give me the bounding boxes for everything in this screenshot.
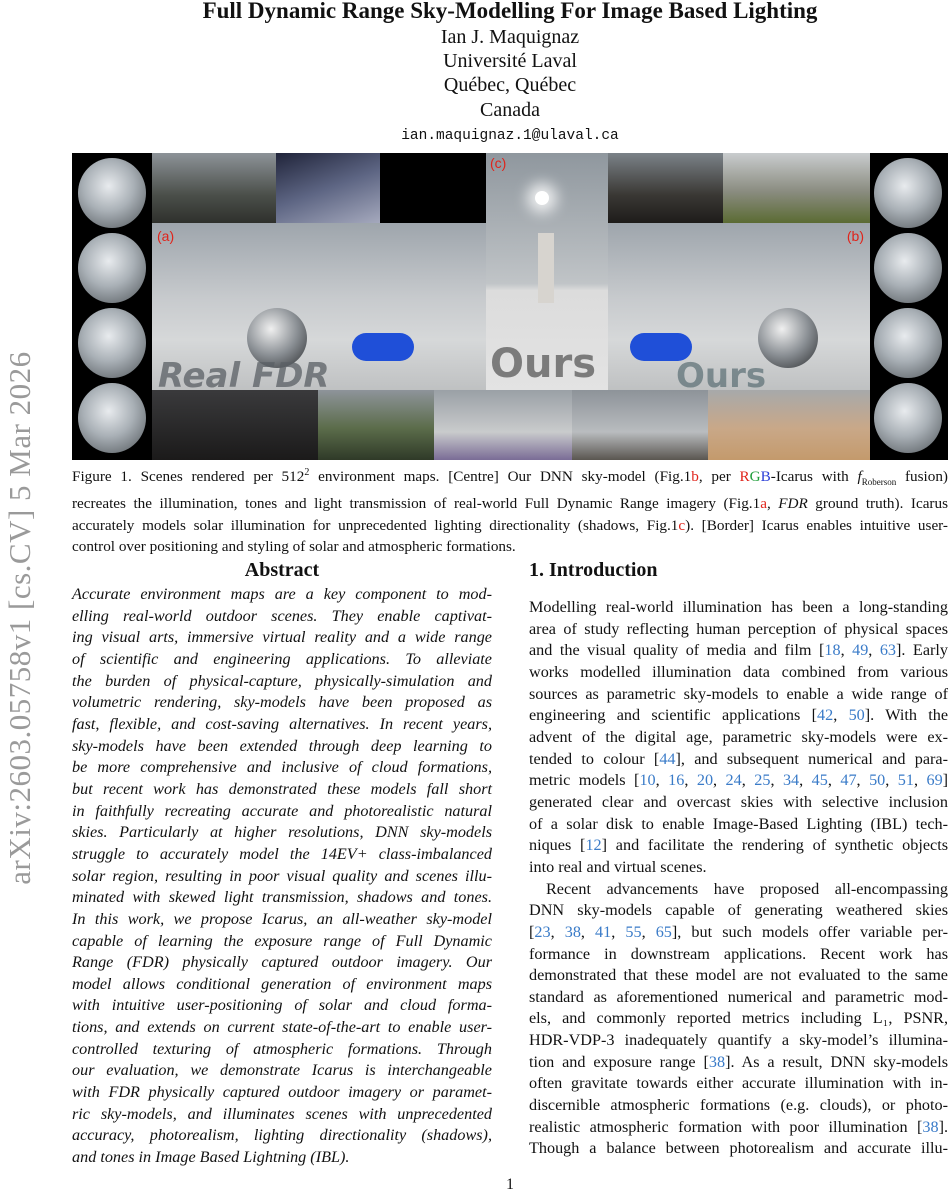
text-line: Recent advancements have proposed all-encompassing: [546, 879, 948, 898]
text-line: HDR-VDP-3 inadequately quantify a sky-model’s illumina-: [529, 1031, 948, 1050]
caption-text: ,: [766, 495, 779, 513]
citation-link[interactable]: 63: [879, 641, 897, 660]
scene-thumbnail: [152, 153, 276, 223]
author-city: Québec, Québec: [443, 74, 577, 96]
text-line: Range (FDR) physically captured outdoor imagery. Our: [72, 953, 492, 972]
text-line: with intuitive user-positioning of solar and cloud forma-: [72, 996, 492, 1015]
ours-centre-text: Ours: [490, 341, 597, 387]
citation-link[interactable]: 42: [817, 706, 834, 725]
sky-dome-thumbnail: [78, 233, 146, 303]
scene-thumbnail: [708, 390, 870, 460]
paragraph: [529, 879, 948, 1161]
abstract-heading: Abstract: [244, 559, 320, 581]
text-line: fast, flexible, and cost-saving alternatives. In recent years,: [72, 714, 492, 733]
figure-ref-link[interactable]: b: [691, 468, 699, 486]
citation-link[interactable]: 38: [564, 922, 581, 941]
citation-link[interactable]: 18: [824, 641, 841, 660]
text-line: sky-models have been extended through deep learning to: [72, 736, 492, 755]
math-f: f: [857, 468, 862, 486]
caption-text: environment maps. [Centre] Our DNN sky-model (Fig.1: [309, 468, 692, 486]
author-country: Canada: [480, 99, 540, 121]
citation-link[interactable]: 49: [852, 641, 869, 660]
text-line: struggle to accurately model the 14EV+ class-imbalanced: [72, 844, 492, 863]
citation-link[interactable]: 45: [811, 771, 828, 790]
text-line: realistic atmospheric formation with poor illumination [38].: [529, 1117, 948, 1136]
scene-thumbnail: [318, 390, 434, 460]
scene-thumbnail: [723, 153, 870, 223]
math-subscript: Roberson: [861, 477, 897, 488]
text-line: controlled texturing of atmospheric formations. Through: [72, 1039, 492, 1058]
section-heading-introduction: 1. Introduction: [529, 559, 658, 581]
text-line: with FDR physically captured outdoor imagery or paramet-: [72, 1083, 492, 1102]
text-line: be more comprehensive and inclusive of cloud formations,: [72, 758, 492, 777]
text-line: often gravitate towards either accurate illumination with in-: [529, 1074, 948, 1093]
caption-text: ). [Border] Icarus enables intuitive user-: [685, 516, 948, 534]
text-line: ing visual arts, immersive virtual reality and a wide range: [72, 628, 492, 647]
page-number: 1: [506, 1176, 514, 1193]
caption-superscript: 2: [304, 467, 310, 478]
text-line: niques [12] and facilitate the rendering of synthetic objects: [529, 836, 948, 855]
caption-line: [72, 462, 948, 493]
text-line: discernible atmospheric formations (e.g. clouds), or photo-: [529, 1096, 948, 1115]
abstract-body: [72, 584, 492, 1169]
text-line: the burden of physical-capture, physically-simulation and: [72, 671, 492, 690]
text-line: standard as aforementioned numerical and parametric mod-: [529, 987, 948, 1006]
citation-link[interactable]: 10: [639, 771, 656, 790]
citation-link[interactable]: 12: [585, 836, 602, 855]
citation-link[interactable]: 38: [708, 1052, 726, 1071]
paper-title: Full Dynamic Range Sky-Modelling For Image Based Lighting: [202, 0, 818, 23]
introduction-body: [529, 597, 948, 1160]
caption-text: ground truth). Icarus: [807, 495, 948, 513]
text-line: tion and exposure range [38]. As a result, DNN sky-models: [529, 1052, 949, 1071]
caption-text: Figure 1. Scenes rendered per 512: [72, 468, 305, 486]
citation-link[interactable]: 51: [897, 771, 914, 790]
text-line: model allows conditional generation of environment maps: [72, 974, 492, 993]
text-line: solar region, resulting in poor visual quality and scenes illu-: [72, 866, 492, 885]
caption-text: recreates the illumination, tones and light transmission of real-world Full Dynamic Range imagery (Fig.1: [72, 495, 761, 513]
caption-text: fusion): [896, 468, 948, 486]
sky-dome-thumbnail: [874, 383, 942, 453]
text-line: capable of learning the exposure range of Full Dynamic: [72, 931, 492, 950]
citation-link[interactable]: 16: [668, 771, 685, 790]
text-line: of a solar disk to enable Image-Based Lighting (IBL) tech-: [529, 814, 948, 833]
scene-thumbnail: [276, 153, 380, 223]
text-line: ric sky-models, and illuminates scenes with unprecedented: [72, 1104, 492, 1123]
citation-link[interactable]: 44: [659, 749, 676, 768]
caption-text: , per: [698, 468, 740, 486]
sun: [535, 191, 549, 205]
figure-ref-link[interactable]: a: [760, 495, 767, 513]
author-affiliation: Université Laval: [443, 50, 577, 72]
text-line: area of study reflecting human perception of physical spaces: [529, 619, 948, 638]
sky-dome-thumbnail: [874, 308, 942, 378]
citation-link[interactable]: 34: [782, 771, 800, 790]
sky-dome-thumbnail: [78, 383, 146, 453]
text-line: tions, and extends on current state-of-the-art to enable user-: [72, 1018, 492, 1037]
real-fdr-text: Real FDR: [158, 356, 330, 390]
sky-dome-thumbnail: [874, 233, 942, 303]
car-render: [352, 333, 414, 361]
author-name: Ian J. Maquignaz: [440, 26, 580, 48]
paragraph: [529, 597, 948, 879]
panel-label-b: (b): [846, 228, 864, 244]
panel-centre: [486, 153, 608, 390]
text-line: demonstrated that these model are not evaluated to the same: [529, 966, 948, 985]
text-line: our evaluation, we demonstrate Icarus is interchangeable: [72, 1061, 492, 1080]
text-line: accuracy, photorealism, lighting directionality (shadows),: [72, 1126, 492, 1145]
citation-link[interactable]: 23: [534, 922, 551, 941]
text-line: engineering and scientific applications [42, 50]. With the: [529, 706, 949, 725]
citation-link[interactable]: 47: [840, 771, 857, 790]
sky-dome-thumbnail: [78, 158, 146, 228]
caption-text: accurately models solar illumination for unprecedented lighting directionality (shadows, Fig.1: [72, 516, 679, 534]
text-line: generated clear and overcast skies with selective inclusion: [529, 792, 948, 811]
sky-dome-thumbnail: [874, 158, 942, 228]
text-line: metric models [10, 16, 20, 24, 25, 34, 45, 47, 50, 51, 69]: [529, 771, 949, 790]
scene-thumbnail: [152, 390, 318, 460]
citation-link[interactable]: 50: [848, 706, 865, 725]
caption-line: [72, 493, 948, 514]
caption-line: [72, 515, 948, 536]
caption-text: -Icarus with: [770, 468, 858, 486]
citation-link[interactable]: 20: [696, 771, 714, 790]
citation-link[interactable]: 41: [595, 922, 612, 941]
citation-link[interactable]: 24: [725, 771, 742, 790]
panel-label-a: (a): [157, 228, 175, 244]
teaser-figure: [72, 153, 948, 460]
text-line: of scientific and engineering applications. To alleviate: [72, 649, 492, 668]
text-line: and tones in Image Based Lightning (IBL).: [72, 1148, 350, 1167]
text-line: advent of the digital age, parametric sky-models were ex-: [529, 727, 948, 746]
text-line: and the visual quality of media and film [18, 49, 63]. Early: [529, 641, 948, 660]
arxiv-stamp: arXiv:2603.05758v1 [cs.CV] 5 Mar 2026: [2, 351, 37, 885]
panel-label-c: (c): [490, 155, 507, 171]
caption-italic: FDR: [778, 495, 808, 513]
text-line: but recent work has demonstrated these models fall short: [72, 779, 492, 798]
scene-thumbnail: [572, 390, 708, 460]
text-line: sources as parametric sky-models to enable a wide range of: [529, 684, 948, 703]
figure-ref-link[interactable]: c: [678, 516, 686, 534]
sky-dome-thumbnail: [78, 308, 146, 378]
text-line: [23, 38, 41, 55, 65], but such models offer variable per-: [529, 922, 949, 941]
citation-link[interactable]: 65: [655, 922, 672, 941]
rgb-r: R: [739, 468, 750, 486]
rgb-g: G: [749, 468, 761, 486]
text-line: minated with skewed light transmission, shadows and tones.: [72, 888, 492, 907]
citation-link[interactable]: 69: [926, 771, 943, 790]
text-line: tended to colour [44], and subsequent numerical and para-: [529, 749, 948, 768]
citation-link[interactable]: 25: [754, 771, 771, 790]
lantern-render: [538, 233, 554, 303]
text-line: Though a balance between photorealism and accurate illu-: [529, 1139, 948, 1158]
citation-link[interactable]: 55: [625, 922, 642, 941]
figure-caption: [72, 462, 948, 557]
citation-link[interactable]: 38: [922, 1117, 939, 1136]
text-line: skies. Particularly at higher resolutions, DNN sky-models: [72, 823, 492, 842]
scene-thumbnail: [434, 390, 572, 460]
scene-thumbnail: [608, 153, 723, 223]
rgb-b: B: [760, 468, 771, 486]
panel-real-fdr: [152, 223, 486, 390]
text-line: volumetric rendering, sky-models have been proposed as: [72, 693, 492, 712]
text-line: In this work, we propose Icarus, an all-weather sky-model: [72, 909, 492, 928]
text-line: works modelled illumination data combined from various: [529, 662, 948, 681]
text-line: in faithfully recreating accurate and photorealistic natural: [72, 801, 492, 820]
author-email[interactable]: ian.maquignaz.1@ulaval.ca: [401, 128, 619, 144]
text-line: elling real-world outdoor scenes. They enable captivat-: [72, 606, 492, 625]
panel-ours: [608, 223, 870, 390]
text-line: els, and commonly reported metrics including L₁, PSNR,: [529, 1009, 948, 1028]
citation-link[interactable]: 50: [869, 771, 886, 790]
text-line: Accurate environment maps are a key component to mod-: [72, 585, 492, 603]
text-line: formance in downstream applications. Recent work has: [529, 944, 948, 963]
text-line: DNN sky-models capable of generating weathered skies: [529, 901, 948, 920]
caption-line: control over positioning and styling of solar and atmospheric formations.: [72, 537, 516, 555]
ours-right-text: Ours: [676, 356, 767, 390]
text-line: Modelling real-world illumination has been a long-standing: [529, 598, 948, 616]
text-line: into real and virtual scenes.: [529, 857, 707, 876]
